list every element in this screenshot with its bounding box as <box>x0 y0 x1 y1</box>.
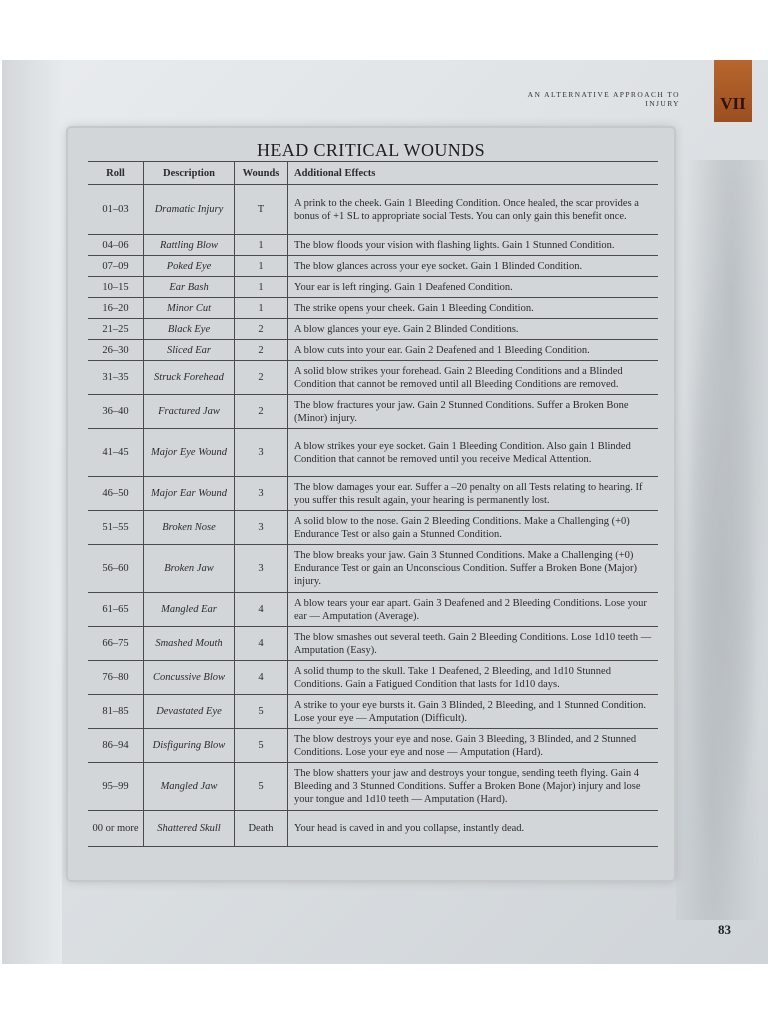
column-header-roll: Roll <box>88 162 144 185</box>
description-cell: Struck Forehead <box>144 361 235 395</box>
wounds-cell: Death <box>235 811 288 847</box>
roll-cell: 10–15 <box>88 277 144 298</box>
effects-cell: A strike to your eye bursts it. Gain 3 Blinded, 2 Bleeding, and 1 Stunned Condition. Lose your eye — Amputation (Difficult). <box>288 695 659 729</box>
effects-cell: The strike opens your cheek. Gain 1 Bleeding Condition. <box>288 298 659 319</box>
column-header-effects: Additional Effects <box>288 162 659 185</box>
table-header-row <box>88 162 658 185</box>
page-gutter-shade <box>2 60 62 964</box>
chapter-tab: VII <box>714 60 752 122</box>
effects-cell: The blow floods your vision with flashing lights. Gain 1 Stunned Condition. <box>288 235 659 256</box>
wounds-cell: 3 <box>235 545 288 593</box>
wounds-cell: 5 <box>235 729 288 763</box>
effects-cell: A blow cuts into your ear. Gain 2 Deafened and 1 Bleeding Condition. <box>288 340 659 361</box>
description-cell: Minor Cut <box>144 298 235 319</box>
effects-cell: A blow glances your eye. Gain 2 Blinded Conditions. <box>288 319 659 340</box>
roll-cell: 21–25 <box>88 319 144 340</box>
running-head: AN ALTERNATIVE APPROACH TO INJURY <box>527 90 680 108</box>
effects-cell: The blow glances across your eye socket. Gain 1 Blinded Condition. <box>288 256 659 277</box>
effects-cell: The blow destroys your eye and nose. Gain 3 Bleeding, 3 Blinded, and 2 Stunned Conditions. Lose your eye and nose — Amputation (Hard). <box>288 729 659 763</box>
description-cell: Devastated Eye <box>144 695 235 729</box>
effects-cell: The blow smashes out several teeth. Gain 2 Bleeding Conditions. Lose 1d10 teeth — Amputation (Easy). <box>288 627 659 661</box>
description-cell: Poked Eye <box>144 256 235 277</box>
description-cell: Mangled Ear <box>144 593 235 627</box>
description-cell: Dramatic Injury <box>144 185 235 235</box>
roll-cell: 86–94 <box>88 729 144 763</box>
wounds-cell: 3 <box>235 429 288 477</box>
roll-cell: 56–60 <box>88 545 144 593</box>
effects-cell: A solid blow strikes your forehead. Gain 2 Bleeding Conditions and a Blinded Condition that cannot be removed until all Bleeding Conditions are removed. <box>288 361 659 395</box>
wounds-cell: 4 <box>235 661 288 695</box>
description-cell: Major Ear Wound <box>144 477 235 511</box>
roll-cell: 00 or more <box>88 811 144 847</box>
table-row <box>88 695 658 729</box>
roll-cell: 51–55 <box>88 511 144 545</box>
roll-cell: 01–03 <box>88 185 144 235</box>
wounds-cell: 2 <box>235 319 288 340</box>
roll-cell: 31–35 <box>88 361 144 395</box>
wounds-cell: 1 <box>235 298 288 319</box>
description-cell: Fractured Jaw <box>144 395 235 429</box>
wounds-cell: T <box>235 185 288 235</box>
column-header-wounds: Wounds <box>235 162 288 185</box>
table-row <box>88 277 658 298</box>
effects-cell: Your ear is left ringing. Gain 1 Deafened Condition. <box>288 277 659 298</box>
head-critical-wounds-table <box>88 161 658 847</box>
table-row <box>88 256 658 277</box>
table-row <box>88 661 658 695</box>
description-cell: Rattling Blow <box>144 235 235 256</box>
effects-cell: Your head is caved in and you collapse, instantly dead. <box>288 811 659 847</box>
wounds-cell: 5 <box>235 763 288 811</box>
roll-cell: 41–45 <box>88 429 144 477</box>
roll-cell: 26–30 <box>88 340 144 361</box>
description-cell: Disfiguring Blow <box>144 729 235 763</box>
table-row <box>88 185 658 235</box>
roll-cell: 61–65 <box>88 593 144 627</box>
table-row <box>88 429 658 477</box>
table-row <box>88 477 658 511</box>
description-cell: Broken Jaw <box>144 545 235 593</box>
table-row <box>88 627 658 661</box>
table-row <box>88 319 658 340</box>
effects-cell: The blow fractures your jaw. Gain 2 Stunned Conditions. Suffer a Broken Bone (Minor) injury. <box>288 395 659 429</box>
description-cell: Smashed Mouth <box>144 627 235 661</box>
effects-cell: A solid thump to the skull. Take 1 Deafened, 2 Bleeding, and 1d10 Stunned Conditions. Gain a Fatigued Condition that lasts for 1d10 days. <box>288 661 659 695</box>
wounds-cell: 5 <box>235 695 288 729</box>
table-row <box>88 361 658 395</box>
description-cell: Black Eye <box>144 319 235 340</box>
description-cell: Major Eye Wound <box>144 429 235 477</box>
effects-cell: The blow breaks your jaw. Gain 3 Stunned Conditions. Make a Challenging (+0) Endurance Test or gain an Unconscious Condition. Suffer a Broken Bone (Major) injury. <box>288 545 659 593</box>
wounds-cell: 4 <box>235 627 288 661</box>
table-row <box>88 811 658 847</box>
effects-cell: A blow strikes your eye socket. Gain 1 Bleeding Condition. Also gain 1 Blinded Condition that cannot be removed until you receive Medical Attention. <box>288 429 659 477</box>
wounds-cell: 1 <box>235 235 288 256</box>
roll-cell: 66–75 <box>88 627 144 661</box>
column-header-description: Description <box>144 162 235 185</box>
roll-cell: 81–85 <box>88 695 144 729</box>
description-cell: Shattered Skull <box>144 811 235 847</box>
description-cell: Broken Nose <box>144 511 235 545</box>
table-row <box>88 235 658 256</box>
table-title: HEAD CRITICAL WOUNDS <box>257 140 485 160</box>
description-cell: Ear Bash <box>144 277 235 298</box>
wounds-cell: 2 <box>235 361 288 395</box>
wounds-cell: 3 <box>235 511 288 545</box>
table-body <box>88 185 658 847</box>
table-row <box>88 340 658 361</box>
description-cell: Sliced Ear <box>144 340 235 361</box>
table-row <box>88 298 658 319</box>
wounds-cell: 4 <box>235 593 288 627</box>
effects-cell: The blow damages your ear. Suffer a –20 penalty on all Tests relating to hearing. If you suffer this result again, your hearing is permanently lost. <box>288 477 659 511</box>
roll-cell: 36–40 <box>88 395 144 429</box>
effects-cell: A blow tears your ear apart. Gain 3 Deafened and 2 Bleeding Conditions. Lose your ear — Amputation (Average). <box>288 593 659 627</box>
table-row <box>88 545 658 593</box>
effects-cell: The blow shatters your jaw and destroys your tongue, sending teeth flying. Gain 4 Bleeding and 3 Stunned Conditions. Suffer a Broken Bone (Major) injury and lose your tongue and 1d10 teeth — Amputation (Hard). <box>288 763 659 811</box>
roll-cell: 16–20 <box>88 298 144 319</box>
roll-cell: 07–09 <box>88 256 144 277</box>
description-cell: Concussive Blow <box>144 661 235 695</box>
table-row <box>88 511 658 545</box>
description-cell: Mangled Jaw <box>144 763 235 811</box>
roll-cell: 76–80 <box>88 661 144 695</box>
critical-wounds-panel <box>68 128 674 880</box>
wounds-cell: 1 <box>235 256 288 277</box>
roll-cell: 95–99 <box>88 763 144 811</box>
roll-cell: 46–50 <box>88 477 144 511</box>
table-row <box>88 395 658 429</box>
wounds-cell: 3 <box>235 477 288 511</box>
effects-cell: A prink to the cheek. Gain 1 Bleeding Condition. Once healed, the scar provides a bonus of +1 SL to appropriate social Tests. You can only gain this benefit once. <box>288 185 659 235</box>
table-row <box>88 593 658 627</box>
wounds-cell: 1 <box>235 277 288 298</box>
wounds-cell: 2 <box>235 395 288 429</box>
table-row <box>88 729 658 763</box>
table-row <box>88 763 658 811</box>
page-number: 83 <box>718 922 731 937</box>
effects-cell: A solid blow to the nose. Gain 2 Bleeding Conditions. Make a Challenging (+0) Endurance Test or also gain a Stunned Condition. <box>288 511 659 545</box>
wounds-cell: 2 <box>235 340 288 361</box>
margin-illustration <box>676 160 768 920</box>
roll-cell: 04–06 <box>88 235 144 256</box>
